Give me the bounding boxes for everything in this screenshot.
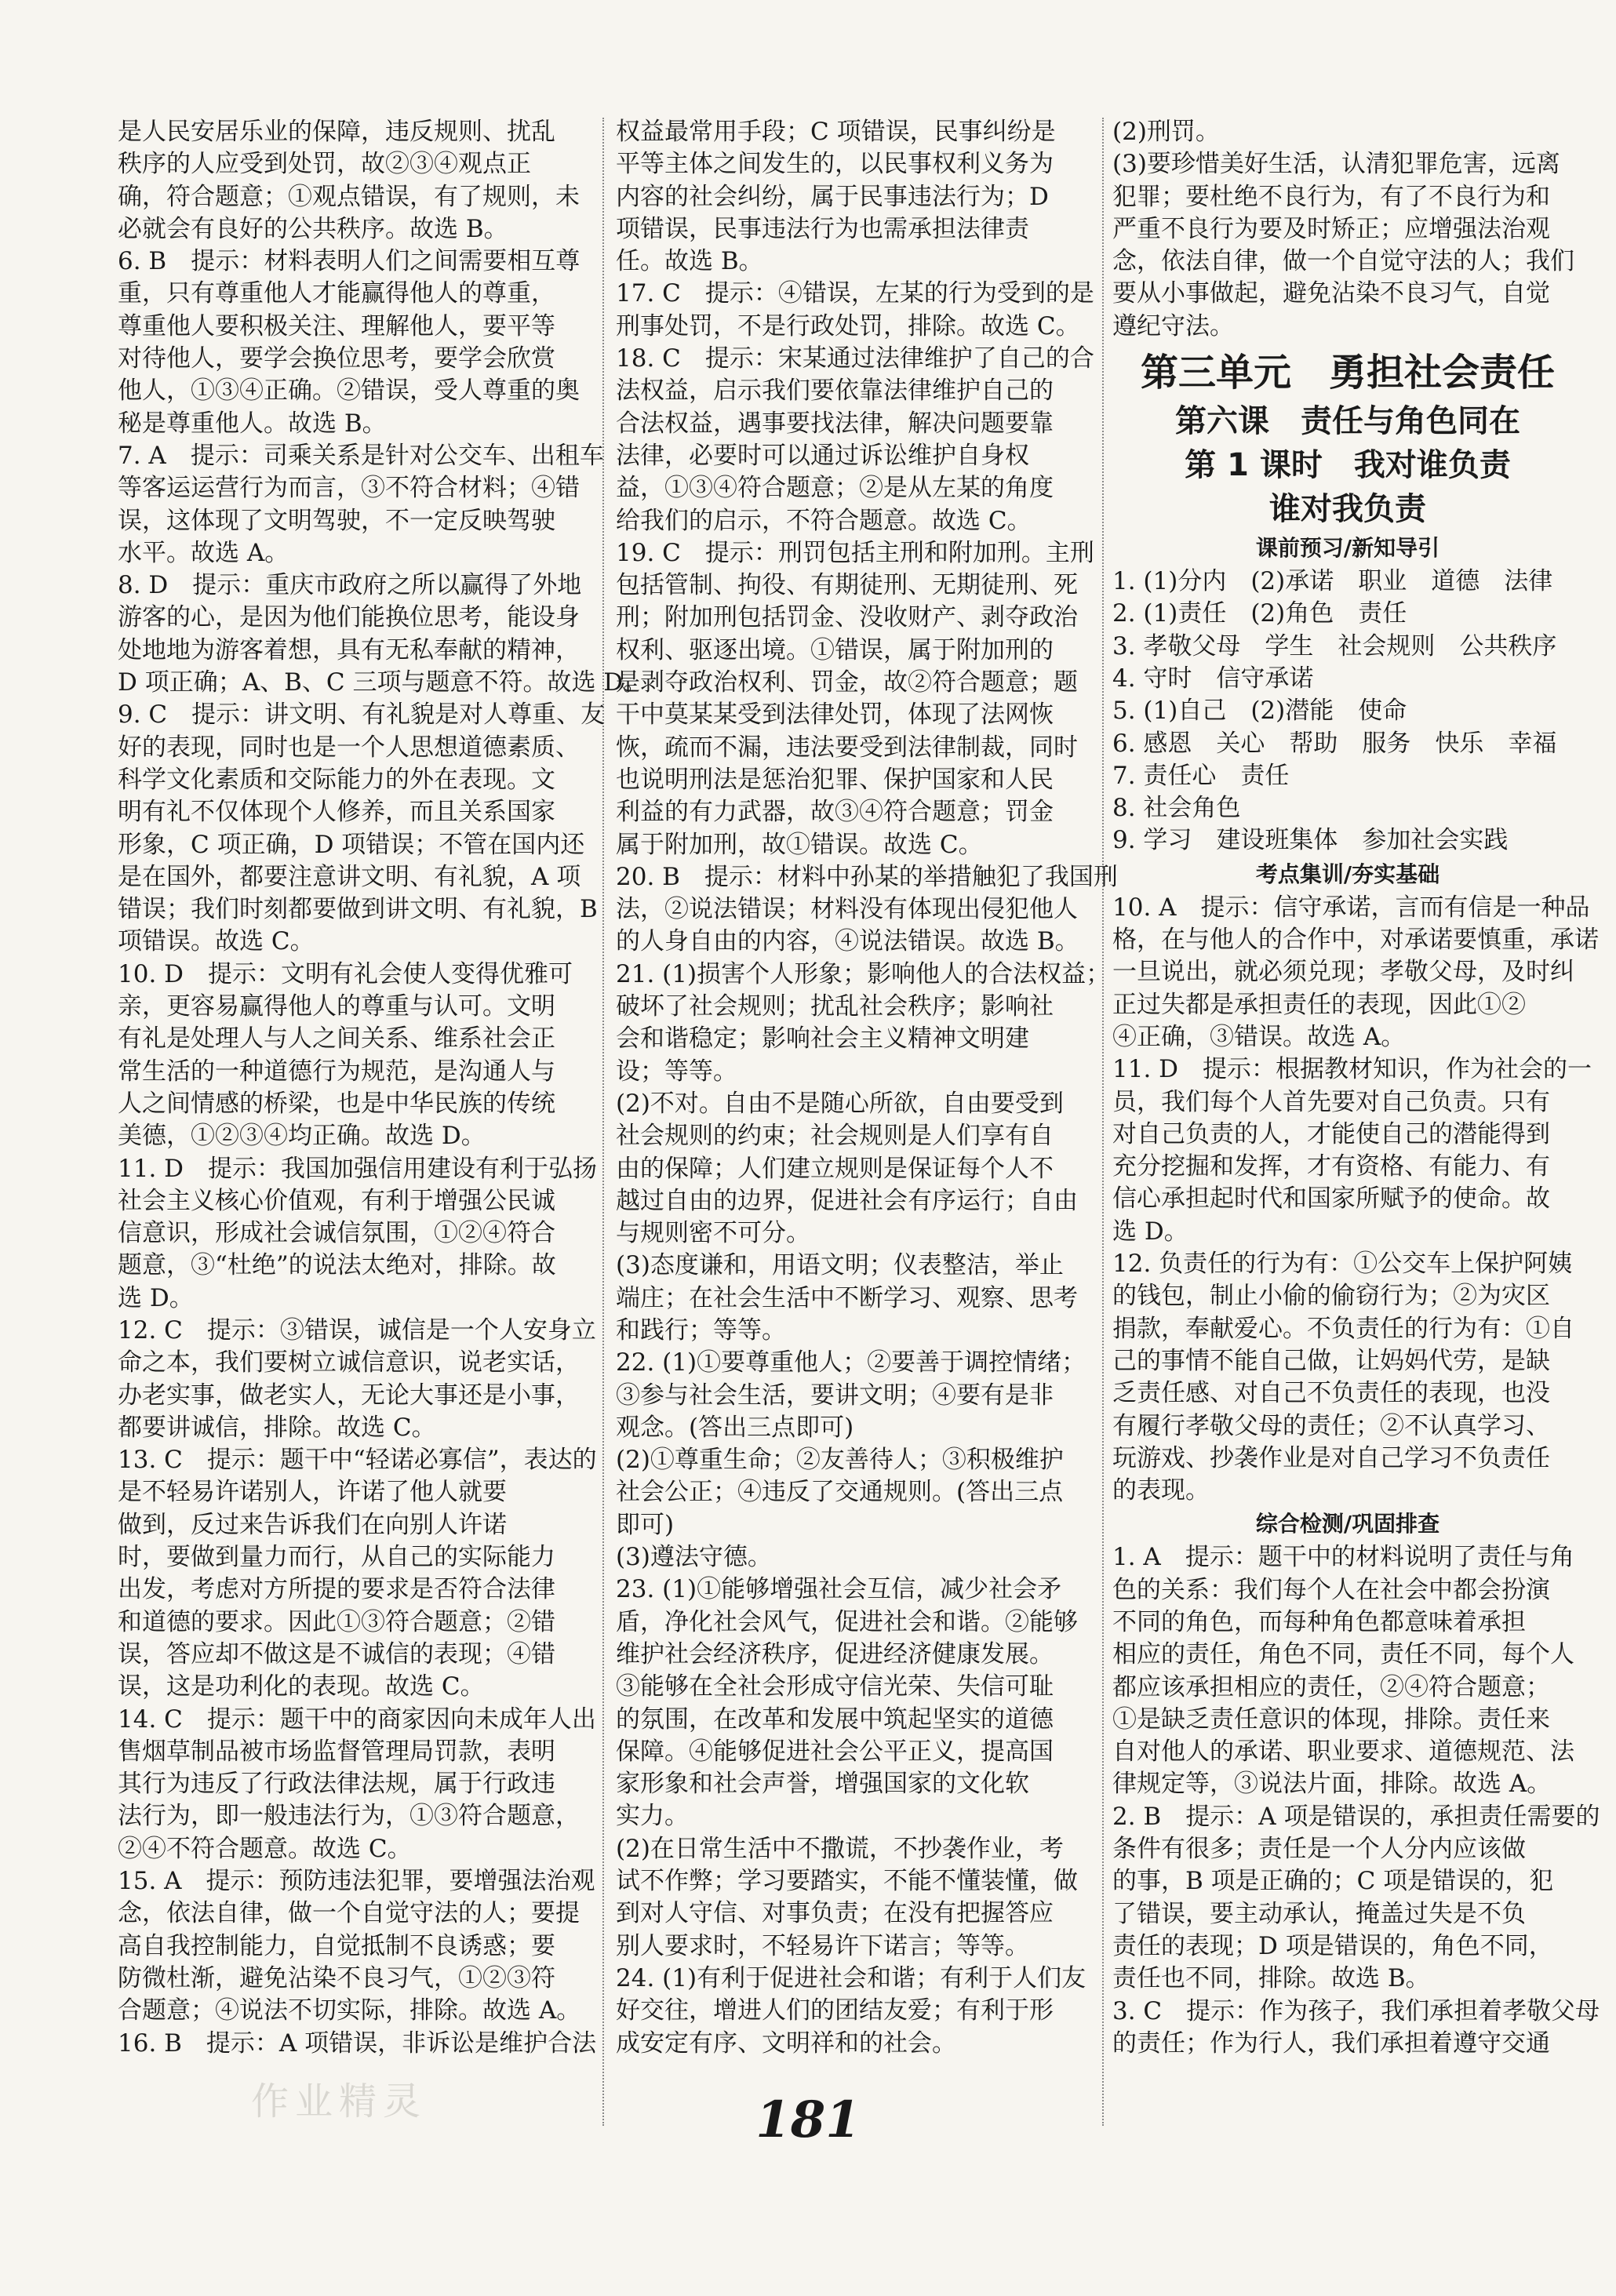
text-line: 13. C 提示：题干中“轻诺必寡信”，表达的 [118,1446,597,1475]
text-line: 设；等等。 [616,1057,737,1086]
text-line: 法权益，启示我们要依靠法律维护自己的 [616,377,1054,406]
text-line: 试不作弊；学习要踏实，不能不懂装懂，做 [616,1867,1078,1896]
text-line: 内容的社会纠纷，属于民事违法行为；D [616,182,1049,211]
text-line: 到对人守信、对事负责；在没有把握答应 [616,1899,1054,1928]
text-line: 必就会有良好的公共秩序。故选 B。 [118,214,508,243]
text-line: 破坏了社会规则；扰乱社会秩序；影响社 [616,992,1054,1021]
text-line: 售烟草制品被市场监督管理局罚款，表明 [118,1737,555,1766]
text-line: 合法权益，遇事要找法律，解决问题要靠 [616,409,1054,438]
text-line: 高自我控制能力，自觉抵制不良诱惑；要 [118,1931,555,1960]
text-line: (2)①尊重生命；②友善待人；③积极维护 [616,1446,1064,1475]
text-line: 人之间情感的桥梁，也是中华民族的传统 [118,1089,555,1118]
text-line: 正过失都是承担责任的表现，因此①② [1112,990,1526,1019]
text-line: 责任也不同，排除。故选 B。 [1112,1964,1430,1993]
text-line: 好交往，增进人们的团结友爱；有利于形 [616,1996,1054,2025]
text-line: 8. 社会角色 [1112,794,1241,823]
text-line: 刑事处罚，不是行政处罚，排除。故选 C。 [616,311,1080,340]
text-line: 10. D 提示：文明有礼会使人变得优雅可 [118,959,573,988]
text-line: 19. C 提示：刑罚包括主刑和附加刑。主刑 [616,538,1094,567]
text-line: 的人身自由的内容，④说法错误。故选 B。 [616,927,1079,956]
text-line: 是在国外，都要注意讲文明、有礼貌，A 项 [118,862,581,891]
text-line: 要从小事做起，避免沾染不良习气，自觉 [1112,279,1550,308]
text-line: (2)不对。自由不是随心所欲，自由要受到 [616,1089,1064,1118]
review-answers [1112,1541,1600,2060]
text-line: 即可) [616,1510,675,1539]
text-line: 21. (1)损害个人形象；影响他人的合法权益； [616,959,1111,988]
text-line: (3)要珍惜美好生活，认清犯罪危害，远离 [1112,150,1560,179]
text-line: 给我们的启示，不符合题意。故选 C。 [616,506,1032,535]
text-line: 合题意；④说法不切实际，排除。故选 A。 [118,1996,581,2025]
text-line: (2)在日常生活中不撒谎，不抄袭作业，考 [616,1834,1064,1863]
text-line: 等客运运营行为而言，③不符合材料；④错 [118,474,580,503]
text-line: 与规则密不可分。 [616,1219,810,1248]
text-line: 法律，必要时可以通过诉讼维护自身权 [616,441,1029,470]
text-line: 1. (1)分内 (2)承诺 职业 道德 法律 [1112,567,1553,596]
text-line: 也说明刑法是惩治犯罪、保护国家和人民 [616,765,1054,794]
text-line: 6. 感恩 关心 帮助 服务 快乐 幸福 [1112,729,1557,758]
text-line: ③参与社会生活，要讲文明；④要有是非 [616,1381,1054,1410]
page-number: 181 [755,2090,861,2149]
text-line: 不同的角色，而每种角色都意味着承担 [1112,1607,1526,1636]
class-title: 第 1 课时 我对谁负责 [1185,447,1511,484]
text-line: 家形象和社会声誉，增强国家的文化软 [616,1770,1029,1799]
text-line: 24. (1)有利于促进社会和谐；有利于人们友 [616,1963,1086,1992]
text-line: 观念。(答出三点即可) [616,1413,854,1442]
text-line: 时，要做到量力而行，从自己的实际能力 [118,1543,555,1572]
text-line: 其行为违反了行政法律法规，属于行政违 [118,1770,555,1799]
text-line: 8. D 提示：重庆市政府之所以赢得了外地 [118,571,582,600]
text-line: 2. B 提示：A 项是错误的，承担责任需要的 [1112,1802,1600,1831]
text-line: 12. 负责任的行为有：①公交车上保护阿姨 [1112,1250,1573,1279]
text-line: 形象，C 项正确，D 项错误；不管在国内还 [118,830,585,859]
text-line: 成安定有序、文明祥和的社会。 [616,2029,956,2058]
text-line: 他人，①③④正确。②错误，受人尊重的奥 [118,377,580,406]
text-line: 18. C 提示：宋某通过法律维护了自己的合 [616,344,1094,373]
text-line: 尊重他人要积极关注、理解他人，要平等 [118,311,555,340]
continued-answers [1112,116,1583,343]
text-line: 的钱包，制止小偷的偷窃行为；②为灾区 [1112,1282,1550,1311]
text-line: 15. A 提示：预防违法犯罪，要增强法治观 [118,1867,595,1896]
text-line: 维护社会经济秩序，促进经济健康发展。 [616,1639,1054,1668]
text-line: 会和谐稳定；影响社会主义精神文明建 [616,1024,1029,1053]
text-line: 刑；附加刑包括罚金、没收财产、剥夺政治 [616,603,1078,632]
text-line: 实力。 [616,1802,689,1831]
text-line: 命之本，我们要树立诚信意识，说老实话， [118,1348,580,1377]
text-line: 自对他人的承诺、职业要求、道德规范、法 [1112,1737,1574,1767]
text-line: 律规定等，③说法片面，排除。故选 A。 [1112,1770,1552,1799]
text-line: 选 D。 [118,1283,194,1312]
text-line: 科学文化素质和交际能力的外在表现。文 [118,765,555,794]
text-line: 5. (1)自己 (2)潜能 使命 [1112,697,1407,726]
text-line: 4. 守时 信守承诺 [1112,664,1314,693]
text-line: 和践行；等等。 [616,1315,786,1344]
text-line: 包括管制、拘役、有期徒刑、无期徒刑、死 [616,571,1078,600]
text-line: ①是缺乏责任意识的体现，排除。责任来 [1112,1705,1550,1734]
text-line: 6. B 提示：材料表明人们之间需要相互尊 [118,247,581,276]
text-line: 捐款，奉献爱心。不负责任的行为有：①自 [1112,1314,1574,1343]
text-line: 利益的有力武器，故③④符合题意；罚金 [616,798,1054,827]
text-line: 是剥夺政治权利、罚金，故②符合题意；题 [616,668,1078,697]
text-line: 亲，更容易赢得他人的尊重与认可。文明 [118,992,555,1021]
text-line: 员，我们每个人首先要对自己负责。只有 [1112,1087,1550,1116]
text-line: 有礼是处理人与人之间关系、维系社会正 [118,1024,555,1053]
answer-column-right [1112,116,1600,2060]
text-line: 恢，疏而不漏，违法要受到法律制裁，同时 [616,733,1078,762]
text-line: 属于附加刑，故①错误。故选 C。 [616,830,983,859]
text-line: 的责任；作为行人，我们承担着遵守交通 [1112,2029,1550,2058]
text-line: 10. A 提示：信守承诺，言而有信是一种品 [1112,893,1590,922]
text-line: D 项正确；A、B、C 三项与题意不符。故选 D。 [118,668,648,697]
text-line: 确，符合题意；①观点错误，有了规则，未 [118,182,580,211]
text-line: 选 D。 [1112,1217,1188,1246]
text-line: 乏责任感、对自己不负责任的表现，也没 [1112,1379,1550,1408]
text-line: 误，这是功利化的表现。故选 C。 [118,1672,485,1701]
text-line: 益，①③④符合题意；②是从左某的角度 [616,474,1054,503]
text-line: 水平。故选 A。 [118,538,289,567]
text-line: 平等主体之间发生的，以民事权利义务为 [616,150,1054,179]
text-line: 法，②说法错误；材料没有体现出侵犯他人 [616,895,1078,924]
text-line: 对待他人，要学会换位思考，要学会欣赏 [118,344,555,373]
text-line: 是人民安居乐业的保障，违反规则、扰乱 [118,118,555,146]
text-line: 法行为，即一般违法行为，①③符合题意， [118,1802,580,1831]
watermark-text: 作业精灵 [251,2079,428,2123]
text-line: 都要讲诚信，排除。故选 C。 [118,1413,436,1442]
text-line: 23. (1)①能够增强社会互信，减少社会矛 [616,1575,1062,1604]
text-line: 是不轻易许诺别人，许诺了他人就要 [118,1478,507,1507]
text-line: 都应该承担相应的责任，②④符合题意； [1112,1672,1550,1701]
text-line: 遵纪守法。 [1112,311,1234,340]
text-line: ②④不符合题意。故选 C。 [118,1834,412,1863]
text-line: 的氛围，在改革和发展中筑起坚实的道德 [616,1705,1054,1734]
lesson-title: 第六课 责任与角色同在 [1175,403,1520,440]
text-line: 明有礼不仅体现个人修养，而且关系国家 [118,798,555,827]
text-line: 念，依法自律，做一个自觉守法的人；我们 [1112,247,1574,276]
section-title-basics: 考点集训/夯实基础 [1255,861,1440,887]
text-line: 处地地为游客着想，具有无私奉献的精神， [118,635,580,664]
text-line: ③能够在全社会形成守信光荣、失信可耻 [616,1672,1054,1701]
class-subtitle: 谁对我负责 [1269,491,1426,528]
text-line: 16. B 提示：A 项错误，非诉讼是维护合法 [118,2029,597,2058]
text-line: 9. 学习 建设班集体 参加社会实践 [1112,826,1509,855]
text-line: 信心承担起时代和国家所赋予的使命。故 [1112,1184,1550,1213]
text-line: 信意识，形成社会诚信氛围，①②④符合 [118,1219,555,1248]
text-line: 防微杜渐，避免沾染不良习气，①②③符 [118,1963,555,1992]
text-line: 误，这体现了文明驾驶，不一定反映驾驶 [118,506,555,535]
text-line: 任。故选 B。 [616,247,763,276]
text-line: 项错误，民事违法行为也需承担法律责 [616,214,1029,243]
text-line: 一旦说出，就必须兑现；孝敬父母，及时纠 [1112,958,1574,987]
text-line: (2)刑罚。 [1112,118,1220,146]
text-line: 12. C 提示：③错误，诚信是一个人安身立 [118,1315,596,1344]
text-line: 14. C 提示：题干中的商家因向未成年人出 [118,1705,596,1734]
text-line: 项错误。故选 C。 [118,927,315,956]
preview-answers [1112,566,1583,857]
text-line: ④正确，③错误。故选 A。 [1112,1022,1406,1051]
section-title-review: 综合检测/巩固排查 [1255,1511,1440,1537]
text-line: 越过自由的边界，促进社会有序运行；自由 [616,1186,1078,1215]
text-line: 了错误，要主动承认，掩盖过失是不负 [1112,1899,1526,1928]
text-line: 17. C 提示：④错误，左某的行为受到的是 [616,279,1094,308]
text-line: 重，只有尊重他人才能赢得他人的尊重， [118,279,555,308]
text-line: 常生活的一种道德行为规范，是沟通人与 [118,1057,555,1086]
text-line: 严重不良行为要及时矫正；应增强法治观 [1112,214,1550,243]
basics-answers [1112,892,1599,1508]
text-line: 权益最常用手段；C 项错误，民事纠纷是 [616,118,1056,146]
text-line: 犯罪；要杜绝不良行为，有了不良行为和 [1112,182,1550,211]
answer-column-middle [616,116,1118,2060]
text-line: 游客的心，是因为他们能换位思考，能设身 [118,603,580,632]
text-line: 相应的责任，角色不同，责任不同，每个人 [1112,1640,1574,1669]
text-line: 色的关系：我们每个人在社会中都会扮演 [1112,1575,1550,1604]
text-line: 社会公正；④违反了交通规则。(答出三点 [616,1478,1064,1507]
text-line: 误，答应却不做这是不诚信的表现；④错 [118,1639,555,1668]
text-line: 有履行孝敬父母的责任；②不认真学习、 [1112,1411,1550,1440]
text-line: 端庄；在社会生活中不断学习、观察、思考 [616,1283,1078,1312]
column-divider [1102,118,1104,2126]
text-line: 的表现。 [1112,1476,1210,1505]
text-line: 己的事情不能自己做，让妈妈代劳，是缺 [1112,1346,1550,1375]
text-line: 格，在与他人的合作中，对承诺要慎重，承诺 [1112,926,1599,955]
text-line: 办老实事，做老实人，无论大事还是小事， [118,1381,580,1410]
text-line: 出发，考虑对方所提的要求是否符合法律 [118,1575,555,1604]
text-line: 美德，①②③④均正确。故选 D。 [118,1122,486,1151]
text-line: 22. (1)①要尊重他人；②要善于调控情绪； [616,1348,1086,1377]
text-line: 由的保障；人们建立规则是保证每个人不 [616,1154,1054,1183]
text-line: 11. D 提示：我国加强信用建设有利于弘扬 [118,1154,598,1183]
unit-title: 第三单元 勇担社会责任 [1140,351,1555,395]
text-line: 社会主义核心价值观，有利于增强公民诚 [118,1186,555,1215]
text-line: 好的表现，同时也是一个人思想道德素质、 [118,733,580,762]
text-line: 做到，反过来告诉我们在向别人许诺 [118,1510,507,1539]
text-line: 3. 孝敬父母 学生 社会规则 公共秩序 [1112,631,1557,660]
text-line: 社会规则的约束；社会规则是人们享有自 [616,1122,1054,1151]
text-line: 9. C 提示：讲文明、有礼貌是对人尊重、友 [118,700,606,730]
text-line: 念，依法自律，做一个自觉守法的人；要提 [118,1899,580,1928]
text-line: 错误；我们时刻都要做到讲文明、有礼貌，B [118,895,598,924]
text-line: 干中莫某某受到法律处罚，体现了法网恢 [616,700,1054,730]
text-line: 20. B 提示：材料中孙某的举措触犯了我国刑 [616,862,1118,891]
text-line: 11. D 提示：根据教材知识，作为社会的一 [1112,1055,1592,1084]
text-line: (3)态度谦和，用语文明；仪表整洁，举止 [616,1251,1064,1280]
text-line: 7. A 提示：司乘关系是针对公交车、出租车 [118,441,604,470]
text-line: (3)遵法守德。 [616,1543,772,1572]
text-line: 保障。④能够促进社会公平正义，提高国 [616,1737,1054,1766]
text-line: 充分挖掘和发挥，才有资格、有能力、有 [1112,1152,1550,1181]
text-line: 题意，③“杜绝”的说法太绝对，排除。故 [118,1251,556,1280]
text-line: 1. A 提示：题干中的材料说明了责任与角 [1112,1543,1574,1572]
text-line: 秘是尊重他人。故选 B。 [118,409,387,438]
text-line: 秩序的人应受到处罚，故②③④观点正 [118,150,531,179]
text-line: 条件有很多；责任是一个人分内应该做 [1112,1835,1526,1864]
text-line: 对自己负责的人，才能使自己的潜能得到 [1112,1119,1550,1148]
text-line: 盾，净化社会风气，促进社会和谐。②能够 [616,1607,1078,1636]
text-line: 责任的表现；D 项是错误的，角色不同， [1112,1931,1553,1960]
text-line: 7. 责任心 责任 [1112,761,1290,790]
text-line: 2. (1)责任 (2)角色 责任 [1112,599,1407,628]
section-title-preview: 课前预习/新知导引 [1255,535,1440,562]
text-line: 权利、驱逐出境。①错误，属于附加刑的 [616,635,1054,664]
text-line: 玩游戏、抄袭作业是对自己学习不负责任 [1112,1443,1550,1472]
text-line: 和道德的要求。因此①③符合题意；②错 [118,1607,555,1636]
text-line: 的事，B 项是正确的；C 项是错误的，犯 [1112,1867,1554,1896]
column-divider [602,118,604,2126]
text-line: 3. C 提示：作为孩子，我们承担着孝敬父母 [1112,1996,1600,2025]
text-line: 别人要求时，不轻易许下诺言；等等。 [616,1931,1029,1960]
